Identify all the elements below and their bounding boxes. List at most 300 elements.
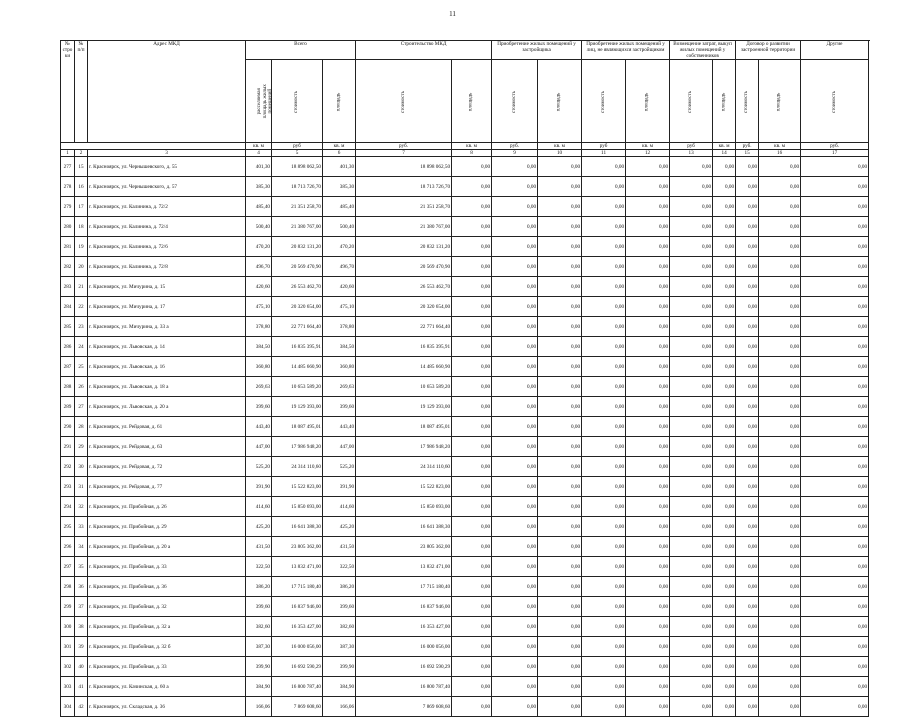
table-row bbox=[61, 217, 869, 237]
zero-value: 0,00 bbox=[538, 517, 582, 537]
unit-cell: кв. м bbox=[713, 143, 736, 150]
table-row bbox=[61, 277, 869, 297]
unit-cell: руб. bbox=[492, 143, 538, 150]
zero-value: 0,00 bbox=[736, 557, 759, 577]
build-area: 386,20 bbox=[323, 577, 356, 597]
zero-value: 0,00 bbox=[626, 217, 670, 237]
zero-value: 0,00 bbox=[759, 177, 801, 197]
pp-number: 42 bbox=[75, 697, 88, 717]
zero-value: 0,00 bbox=[713, 477, 736, 497]
total-area: 431,50 bbox=[246, 537, 272, 557]
zero-value: 0,00 bbox=[801, 457, 869, 477]
address: г. Красноярск, ул. Прибойная, д. 32 б bbox=[88, 637, 246, 657]
total-area: 420,60 bbox=[246, 277, 272, 297]
subheader-label: стоимость bbox=[511, 90, 517, 113]
unit-cell: руб bbox=[670, 143, 713, 150]
column-number: 10 bbox=[538, 150, 582, 157]
zero-value: 0,00 bbox=[670, 397, 713, 417]
zero-value: 0,00 bbox=[713, 637, 736, 657]
total-cost: 23 805 362,00 bbox=[272, 537, 323, 557]
zero-value: 0,00 bbox=[492, 577, 538, 597]
zero-value: 0,00 bbox=[452, 597, 492, 617]
row-number: 287 bbox=[61, 357, 75, 377]
zero-value: 0,00 bbox=[538, 377, 582, 397]
total-area: 447,00 bbox=[246, 437, 272, 457]
table-row bbox=[61, 177, 869, 197]
row-number: 302 bbox=[61, 657, 75, 677]
zero-value: 0,00 bbox=[670, 657, 713, 677]
total-cost: 16 641 388,30 bbox=[272, 517, 323, 537]
total-area: 384,50 bbox=[246, 337, 272, 357]
zero-value: 0,00 bbox=[582, 197, 626, 217]
total-cost: 16 800 787,40 bbox=[272, 677, 323, 697]
total-area: 475,10 bbox=[246, 297, 272, 317]
zero-value: 0,00 bbox=[626, 497, 670, 517]
zero-value: 0,00 bbox=[626, 417, 670, 437]
zero-value: 0,00 bbox=[452, 577, 492, 597]
zero-value: 0,00 bbox=[582, 297, 626, 317]
subheader-cell bbox=[582, 60, 626, 143]
table-row bbox=[61, 337, 869, 357]
build-area: 470,20 bbox=[323, 237, 356, 257]
pp-number: 16 bbox=[75, 177, 88, 197]
build-cost: 17 715 180,40 bbox=[356, 577, 452, 597]
column-number: 5 bbox=[272, 150, 323, 157]
row-number: 289 bbox=[61, 397, 75, 417]
zero-value: 0,00 bbox=[452, 457, 492, 477]
zero-value: 0,00 bbox=[452, 557, 492, 577]
zero-value: 0,00 bbox=[670, 457, 713, 477]
address: г. Красноярск, ул. Чернышевского, д. 57 bbox=[88, 177, 246, 197]
total-cost: 26 553 462,70 bbox=[272, 277, 323, 297]
row-number: 283 bbox=[61, 277, 75, 297]
total-cost: 7 869 608,60 bbox=[272, 697, 323, 717]
zero-value: 0,00 bbox=[736, 277, 759, 297]
zero-value: 0,00 bbox=[538, 537, 582, 557]
build-cost: 16 800 787,40 bbox=[356, 677, 452, 697]
pp-number: 20 bbox=[75, 257, 88, 277]
table-row bbox=[61, 617, 869, 637]
pp-number: 25 bbox=[75, 357, 88, 377]
subheader-label: площадь bbox=[336, 92, 342, 111]
zero-value: 0,00 bbox=[801, 177, 869, 197]
zero-value: 0,00 bbox=[538, 557, 582, 577]
zero-value: 0,00 bbox=[670, 197, 713, 217]
zero-value: 0,00 bbox=[582, 277, 626, 297]
zero-value: 0,00 bbox=[492, 557, 538, 577]
zero-value: 0,00 bbox=[713, 617, 736, 637]
zero-value: 0,00 bbox=[801, 437, 869, 457]
pp-number: 24 bbox=[75, 337, 88, 357]
pp-number: 38 bbox=[75, 617, 88, 637]
zero-value: 0,00 bbox=[626, 437, 670, 457]
total-cost: 20 832 131,20 bbox=[272, 237, 323, 257]
row-number: 296 bbox=[61, 537, 75, 557]
units-blank bbox=[61, 143, 246, 150]
subheader-cell bbox=[323, 60, 356, 143]
total-cost: 21 351 258,70 bbox=[272, 197, 323, 217]
build-area: 378,80 bbox=[323, 317, 356, 337]
pp-number: 17 bbox=[75, 197, 88, 217]
subheader-cell bbox=[452, 60, 492, 143]
zero-value: 0,00 bbox=[452, 257, 492, 277]
row-number: 299 bbox=[61, 597, 75, 617]
zero-value: 0,00 bbox=[582, 217, 626, 237]
header-group: Приобретение жилых помещений у застройщика bbox=[492, 41, 582, 60]
zero-value: 0,00 bbox=[492, 617, 538, 637]
zero-value: 0,00 bbox=[626, 697, 670, 717]
address: г. Красноярск, ул. Рейдовая, д. 61 bbox=[88, 417, 246, 437]
zero-value: 0,00 bbox=[759, 517, 801, 537]
pp-number: 15 bbox=[75, 157, 88, 177]
address: г. Красноярск, ул. Калинина, д. 72/6 bbox=[88, 237, 246, 257]
pp-number: 21 bbox=[75, 277, 88, 297]
zero-value: 0,00 bbox=[713, 217, 736, 237]
zero-value: 0,00 bbox=[801, 597, 869, 617]
zero-value: 0,00 bbox=[759, 477, 801, 497]
address: г. Красноярск, ул. Прибойная, д. 33 bbox=[88, 557, 246, 577]
total-area: 378,80 bbox=[246, 317, 272, 337]
build-area: 360,80 bbox=[323, 357, 356, 377]
build-cost: 14 485 660,90 bbox=[356, 357, 452, 377]
zero-value: 0,00 bbox=[452, 217, 492, 237]
total-cost: 21 380 767,00 bbox=[272, 217, 323, 237]
address: г. Красноярск, ул. Мичурина, д. 15 bbox=[88, 277, 246, 297]
build-area: 401,30 bbox=[323, 157, 356, 177]
zero-value: 0,00 bbox=[538, 397, 582, 417]
column-number: 14 bbox=[713, 150, 736, 157]
zero-value: 0,00 bbox=[538, 257, 582, 277]
total-cost: 10 653 589,20 bbox=[272, 377, 323, 397]
zero-value: 0,00 bbox=[582, 437, 626, 457]
table-row bbox=[61, 457, 869, 477]
zero-value: 0,00 bbox=[582, 257, 626, 277]
build-cost: 16 000 056,00 bbox=[356, 637, 452, 657]
unit-cell: кв. м bbox=[538, 143, 582, 150]
build-cost: 16 692 590,29 bbox=[356, 657, 452, 677]
subheader-label: стоимость bbox=[831, 90, 837, 113]
column-number: 1 bbox=[61, 150, 75, 157]
build-area: 431,50 bbox=[323, 537, 356, 557]
subheader-cell bbox=[246, 60, 272, 143]
pp-number: 37 bbox=[75, 597, 88, 617]
zero-value: 0,00 bbox=[582, 597, 626, 617]
address: г. Красноярск, ул. Рейдовая, д. 63 bbox=[88, 437, 246, 457]
zero-value: 0,00 bbox=[736, 677, 759, 697]
zero-value: 0,00 bbox=[736, 457, 759, 477]
zero-value: 0,00 bbox=[492, 517, 538, 537]
zero-value: 0,00 bbox=[582, 237, 626, 257]
zero-value: 0,00 bbox=[492, 337, 538, 357]
zero-value: 0,00 bbox=[492, 357, 538, 377]
zero-value: 0,00 bbox=[801, 497, 869, 517]
total-area: 443,40 bbox=[246, 417, 272, 437]
unit-cell: кв. м bbox=[323, 143, 356, 150]
zero-value: 0,00 bbox=[452, 317, 492, 337]
build-area: 387,30 bbox=[323, 637, 356, 657]
row-number: 290 bbox=[61, 417, 75, 437]
row-number: 278 bbox=[61, 177, 75, 197]
zero-value: 0,00 bbox=[452, 277, 492, 297]
unit-cell: руб bbox=[272, 143, 323, 150]
zero-value: 0,00 bbox=[452, 477, 492, 497]
zero-value: 0,00 bbox=[670, 317, 713, 337]
table-row bbox=[61, 537, 869, 557]
build-cost: 20 832 131,20 bbox=[356, 237, 452, 257]
column-number: 16 bbox=[759, 150, 801, 157]
build-area: 399,60 bbox=[323, 397, 356, 417]
zero-value: 0,00 bbox=[736, 697, 759, 717]
zero-value: 0,00 bbox=[670, 497, 713, 517]
unit-cell: руб. bbox=[801, 143, 869, 150]
build-cost: 15 850 693,00 bbox=[356, 497, 452, 517]
unit-cell: кв. м bbox=[452, 143, 492, 150]
zero-value: 0,00 bbox=[759, 217, 801, 237]
total-cost: 16 353 427,00 bbox=[272, 617, 323, 637]
zero-value: 0,00 bbox=[801, 197, 869, 217]
zero-value: 0,00 bbox=[452, 357, 492, 377]
zero-value: 0,00 bbox=[582, 377, 626, 397]
total-area: 414,60 bbox=[246, 497, 272, 517]
zero-value: 0,00 bbox=[736, 597, 759, 617]
zero-value: 0,00 bbox=[736, 217, 759, 237]
zero-value: 0,00 bbox=[713, 197, 736, 217]
row-number: 286 bbox=[61, 337, 75, 357]
zero-value: 0,00 bbox=[582, 537, 626, 557]
column-number: 3 bbox=[88, 150, 246, 157]
zero-value: 0,00 bbox=[801, 297, 869, 317]
table-row bbox=[61, 377, 869, 397]
zero-value: 0,00 bbox=[801, 617, 869, 637]
table-row bbox=[61, 697, 869, 717]
pp-number: 18 bbox=[75, 217, 88, 237]
zero-value: 0,00 bbox=[759, 337, 801, 357]
address: г. Красноярск, ул. Прибойная, д. 33 bbox=[88, 657, 246, 677]
zero-value: 0,00 bbox=[670, 297, 713, 317]
subheader-cell bbox=[736, 60, 759, 143]
build-area: 485,40 bbox=[323, 197, 356, 217]
zero-value: 0,00 bbox=[736, 297, 759, 317]
address: г. Красноярск, ул. Львовская, д. 14 bbox=[88, 337, 246, 357]
zero-value: 0,00 bbox=[713, 357, 736, 377]
build-area: 269,63 bbox=[323, 377, 356, 397]
subheader-label: стоимость bbox=[600, 90, 606, 113]
zero-value: 0,00 bbox=[492, 377, 538, 397]
row-number: 292 bbox=[61, 457, 75, 477]
zero-value: 0,00 bbox=[452, 177, 492, 197]
zero-value: 0,00 bbox=[759, 237, 801, 257]
zero-value: 0,00 bbox=[759, 637, 801, 657]
zero-value: 0,00 bbox=[626, 157, 670, 177]
row-number: 298 bbox=[61, 577, 75, 597]
zero-value: 0,00 bbox=[801, 657, 869, 677]
total-cost: 14 485 660,90 bbox=[272, 357, 323, 377]
zero-value: 0,00 bbox=[492, 697, 538, 717]
zero-value: 0,00 bbox=[452, 637, 492, 657]
build-area: 447,00 bbox=[323, 437, 356, 457]
column-number: 7 bbox=[356, 150, 452, 157]
zero-value: 0,00 bbox=[582, 677, 626, 697]
unit-cell: кв. м bbox=[626, 143, 670, 150]
table-row bbox=[61, 497, 869, 517]
zero-value: 0,00 bbox=[736, 497, 759, 517]
zero-value: 0,00 bbox=[492, 157, 538, 177]
zero-value: 0,00 bbox=[626, 177, 670, 197]
zero-value: 0,00 bbox=[670, 537, 713, 557]
zero-value: 0,00 bbox=[670, 677, 713, 697]
column-number: 11 bbox=[582, 150, 626, 157]
zero-value: 0,00 bbox=[626, 277, 670, 297]
zero-value: 0,00 bbox=[492, 177, 538, 197]
address: г. Красноярск, ул. Рейдовая, д. 77 bbox=[88, 477, 246, 497]
zero-value: 0,00 bbox=[538, 237, 582, 257]
row-number: 300 bbox=[61, 617, 75, 637]
zero-value: 0,00 bbox=[736, 337, 759, 357]
build-cost: 19 129 393,00 bbox=[356, 397, 452, 417]
build-cost: 17 986 948,20 bbox=[356, 437, 452, 457]
zero-value: 0,00 bbox=[713, 657, 736, 677]
zero-value: 0,00 bbox=[538, 457, 582, 477]
total-cost: 20 569 470,90 bbox=[272, 257, 323, 277]
address: г. Красноярск, ул. Львовская, д. 20 а bbox=[88, 397, 246, 417]
total-area: 485,40 bbox=[246, 197, 272, 217]
zero-value: 0,00 bbox=[801, 537, 869, 557]
zero-value: 0,00 bbox=[736, 537, 759, 557]
zero-value: 0,00 bbox=[759, 377, 801, 397]
total-cost: 17 986 948,20 bbox=[272, 437, 323, 457]
zero-value: 0,00 bbox=[582, 577, 626, 597]
zero-value: 0,00 bbox=[759, 557, 801, 577]
zero-value: 0,00 bbox=[713, 397, 736, 417]
subheader-cell bbox=[538, 60, 582, 143]
pp-number: 33 bbox=[75, 517, 88, 537]
build-cost: 20 320 654,00 bbox=[356, 297, 452, 317]
total-area: 360,80 bbox=[246, 357, 272, 377]
row-number: 297 bbox=[61, 557, 75, 577]
zero-value: 0,00 bbox=[736, 657, 759, 677]
header-group: Другие bbox=[801, 41, 869, 60]
zero-value: 0,00 bbox=[582, 157, 626, 177]
zero-value: 0,00 bbox=[670, 697, 713, 717]
zero-value: 0,00 bbox=[452, 237, 492, 257]
build-cost: 21 351 258,70 bbox=[356, 197, 452, 217]
row-number: 294 bbox=[61, 497, 75, 517]
zero-value: 0,00 bbox=[670, 337, 713, 357]
zero-value: 0,00 bbox=[670, 237, 713, 257]
zero-value: 0,00 bbox=[713, 697, 736, 717]
zero-value: 0,00 bbox=[801, 577, 869, 597]
zero-value: 0,00 bbox=[582, 177, 626, 197]
zero-value: 0,00 bbox=[492, 297, 538, 317]
zero-value: 0,00 bbox=[759, 257, 801, 277]
zero-value: 0,00 bbox=[670, 557, 713, 577]
zero-value: 0,00 bbox=[492, 677, 538, 697]
subheader-label: стоимость bbox=[400, 90, 406, 113]
zero-value: 0,00 bbox=[452, 497, 492, 517]
zero-value: 0,00 bbox=[736, 437, 759, 457]
zero-value: 0,00 bbox=[626, 197, 670, 217]
zero-value: 0,00 bbox=[801, 397, 869, 417]
table-row bbox=[61, 597, 869, 617]
zero-value: 0,00 bbox=[713, 597, 736, 617]
zero-value: 0,00 bbox=[538, 577, 582, 597]
zero-value: 0,00 bbox=[736, 517, 759, 537]
zero-value: 0,00 bbox=[582, 637, 626, 657]
zero-value: 0,00 bbox=[492, 537, 538, 557]
zero-value: 0,00 bbox=[452, 537, 492, 557]
unit-cell: руб bbox=[582, 143, 626, 150]
zero-value: 0,00 bbox=[736, 197, 759, 217]
zero-value: 0,00 bbox=[626, 297, 670, 317]
zero-value: 0,00 bbox=[759, 417, 801, 437]
pp-number: 40 bbox=[75, 657, 88, 677]
build-cost: 26 553 462,70 bbox=[356, 277, 452, 297]
header-pp-number: № п/п bbox=[75, 41, 88, 143]
column-number: 17 bbox=[801, 150, 869, 157]
zero-value: 0,00 bbox=[626, 577, 670, 597]
zero-value: 0,00 bbox=[492, 317, 538, 337]
zero-value: 0,00 bbox=[538, 437, 582, 457]
zero-value: 0,00 bbox=[452, 417, 492, 437]
zero-value: 0,00 bbox=[670, 357, 713, 377]
pp-number: 30 bbox=[75, 457, 88, 477]
zero-value: 0,00 bbox=[670, 417, 713, 437]
zero-value: 0,00 bbox=[713, 417, 736, 437]
zero-value: 0,00 bbox=[801, 237, 869, 257]
table-row bbox=[61, 397, 869, 417]
zero-value: 0,00 bbox=[492, 437, 538, 457]
total-area: 269,63 bbox=[246, 377, 272, 397]
pp-number: 22 bbox=[75, 297, 88, 317]
table-row bbox=[61, 637, 869, 657]
zero-value: 0,00 bbox=[538, 277, 582, 297]
row-number: 304 bbox=[61, 697, 75, 717]
zero-value: 0,00 bbox=[626, 397, 670, 417]
zero-value: 0,00 bbox=[492, 217, 538, 237]
zero-value: 0,00 bbox=[713, 177, 736, 197]
zero-value: 0,00 bbox=[759, 357, 801, 377]
subheader-label: стоимость bbox=[294, 90, 299, 113]
zero-value: 0,00 bbox=[582, 317, 626, 337]
zero-value: 0,00 bbox=[713, 277, 736, 297]
zero-value: 0,00 bbox=[736, 317, 759, 337]
address: г. Красноярск, ул. Прибойная, д. 26 bbox=[88, 497, 246, 517]
zero-value: 0,00 bbox=[626, 237, 670, 257]
zero-value: 0,00 bbox=[801, 637, 869, 657]
build-cost: 16 835 395,91 bbox=[356, 337, 452, 357]
row-number: 301 bbox=[61, 637, 75, 657]
zero-value: 0,00 bbox=[670, 637, 713, 657]
zero-value: 0,00 bbox=[582, 697, 626, 717]
zero-value: 0,00 bbox=[713, 457, 736, 477]
total-cost: 16 835 395,91 bbox=[272, 337, 323, 357]
zero-value: 0,00 bbox=[492, 597, 538, 617]
zero-value: 0,00 bbox=[713, 437, 736, 457]
total-cost: 17 715 180,40 bbox=[272, 577, 323, 597]
zero-value: 0,00 bbox=[759, 437, 801, 457]
column-number: 4 bbox=[246, 150, 272, 157]
zero-value: 0,00 bbox=[538, 157, 582, 177]
zero-value: 0,00 bbox=[759, 457, 801, 477]
zero-value: 0,00 bbox=[582, 497, 626, 517]
build-area: 322,50 bbox=[323, 557, 356, 577]
pp-number: 26 bbox=[75, 377, 88, 397]
zero-value: 0,00 bbox=[713, 497, 736, 517]
zero-value: 0,00 bbox=[492, 497, 538, 517]
zero-value: 0,00 bbox=[670, 477, 713, 497]
zero-value: 0,00 bbox=[492, 237, 538, 257]
subheader-label: расселяемая площадь жилых помещений bbox=[256, 83, 273, 119]
